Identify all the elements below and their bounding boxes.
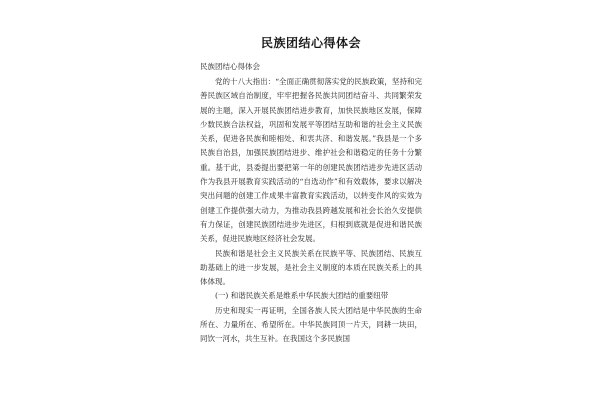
document-subtitle: 民族团结心得体会 — [200, 62, 260, 71]
body-paragraph: 民族和谐是社会主义民族关系在民族平等、民族团结、民族互助基础上的进一步发展，是社会主义制度的本质在民族关系上的具体体现。 — [200, 248, 422, 287]
document-body — [200, 34, 422, 347]
section-paragraph: 历史和现实一再证明，全国各族人民大团结是中华民族的生命所在、力量所在、希望所在。中华民族同顶一片天，同耕一块田，同饮一河水，共生互补。在我国这个多民族国 — [200, 305, 422, 344]
document-title: 民族团结心得体会 — [260, 36, 361, 50]
body-paragraph: 党的十八大指出：“全面正确贯彻落实党的民族政策，坚持和完善民族区域自治制度，牢牢把握各民族共同团结奋斗、共同繁荣发展的主题，深入开展民族团结进步教育，加快民族地区发展，保障少数民族合法权益，巩固和发展平等团结互助和谐的社会主义民族关系，促进各民族和睦相处、和衷共济、和谐发展。”我县是一个多民族自治县，加强民族团结进步、维护社会和谐稳定的任务十分繁重。基于此，县委提出要把第一年的创建民族团结进步先进区活动作为我县开展教育实践活动的“自选动作”和有效载体，要求以解决突出问题的创建工作成果丰富教育实践活动，以转变作风的实效为创建工作提供强大动力，为推动我县跨越发展和社会长治久安提供有力保证，创建民族团结进步先进区，归根到底就是促进和谐民族关系，促进民族地区经济社会发展。 — [200, 77, 422, 244]
section-heading: (一) 和谐民族关系是维系中华民族大团结的重要纽带 — [215, 291, 389, 301]
